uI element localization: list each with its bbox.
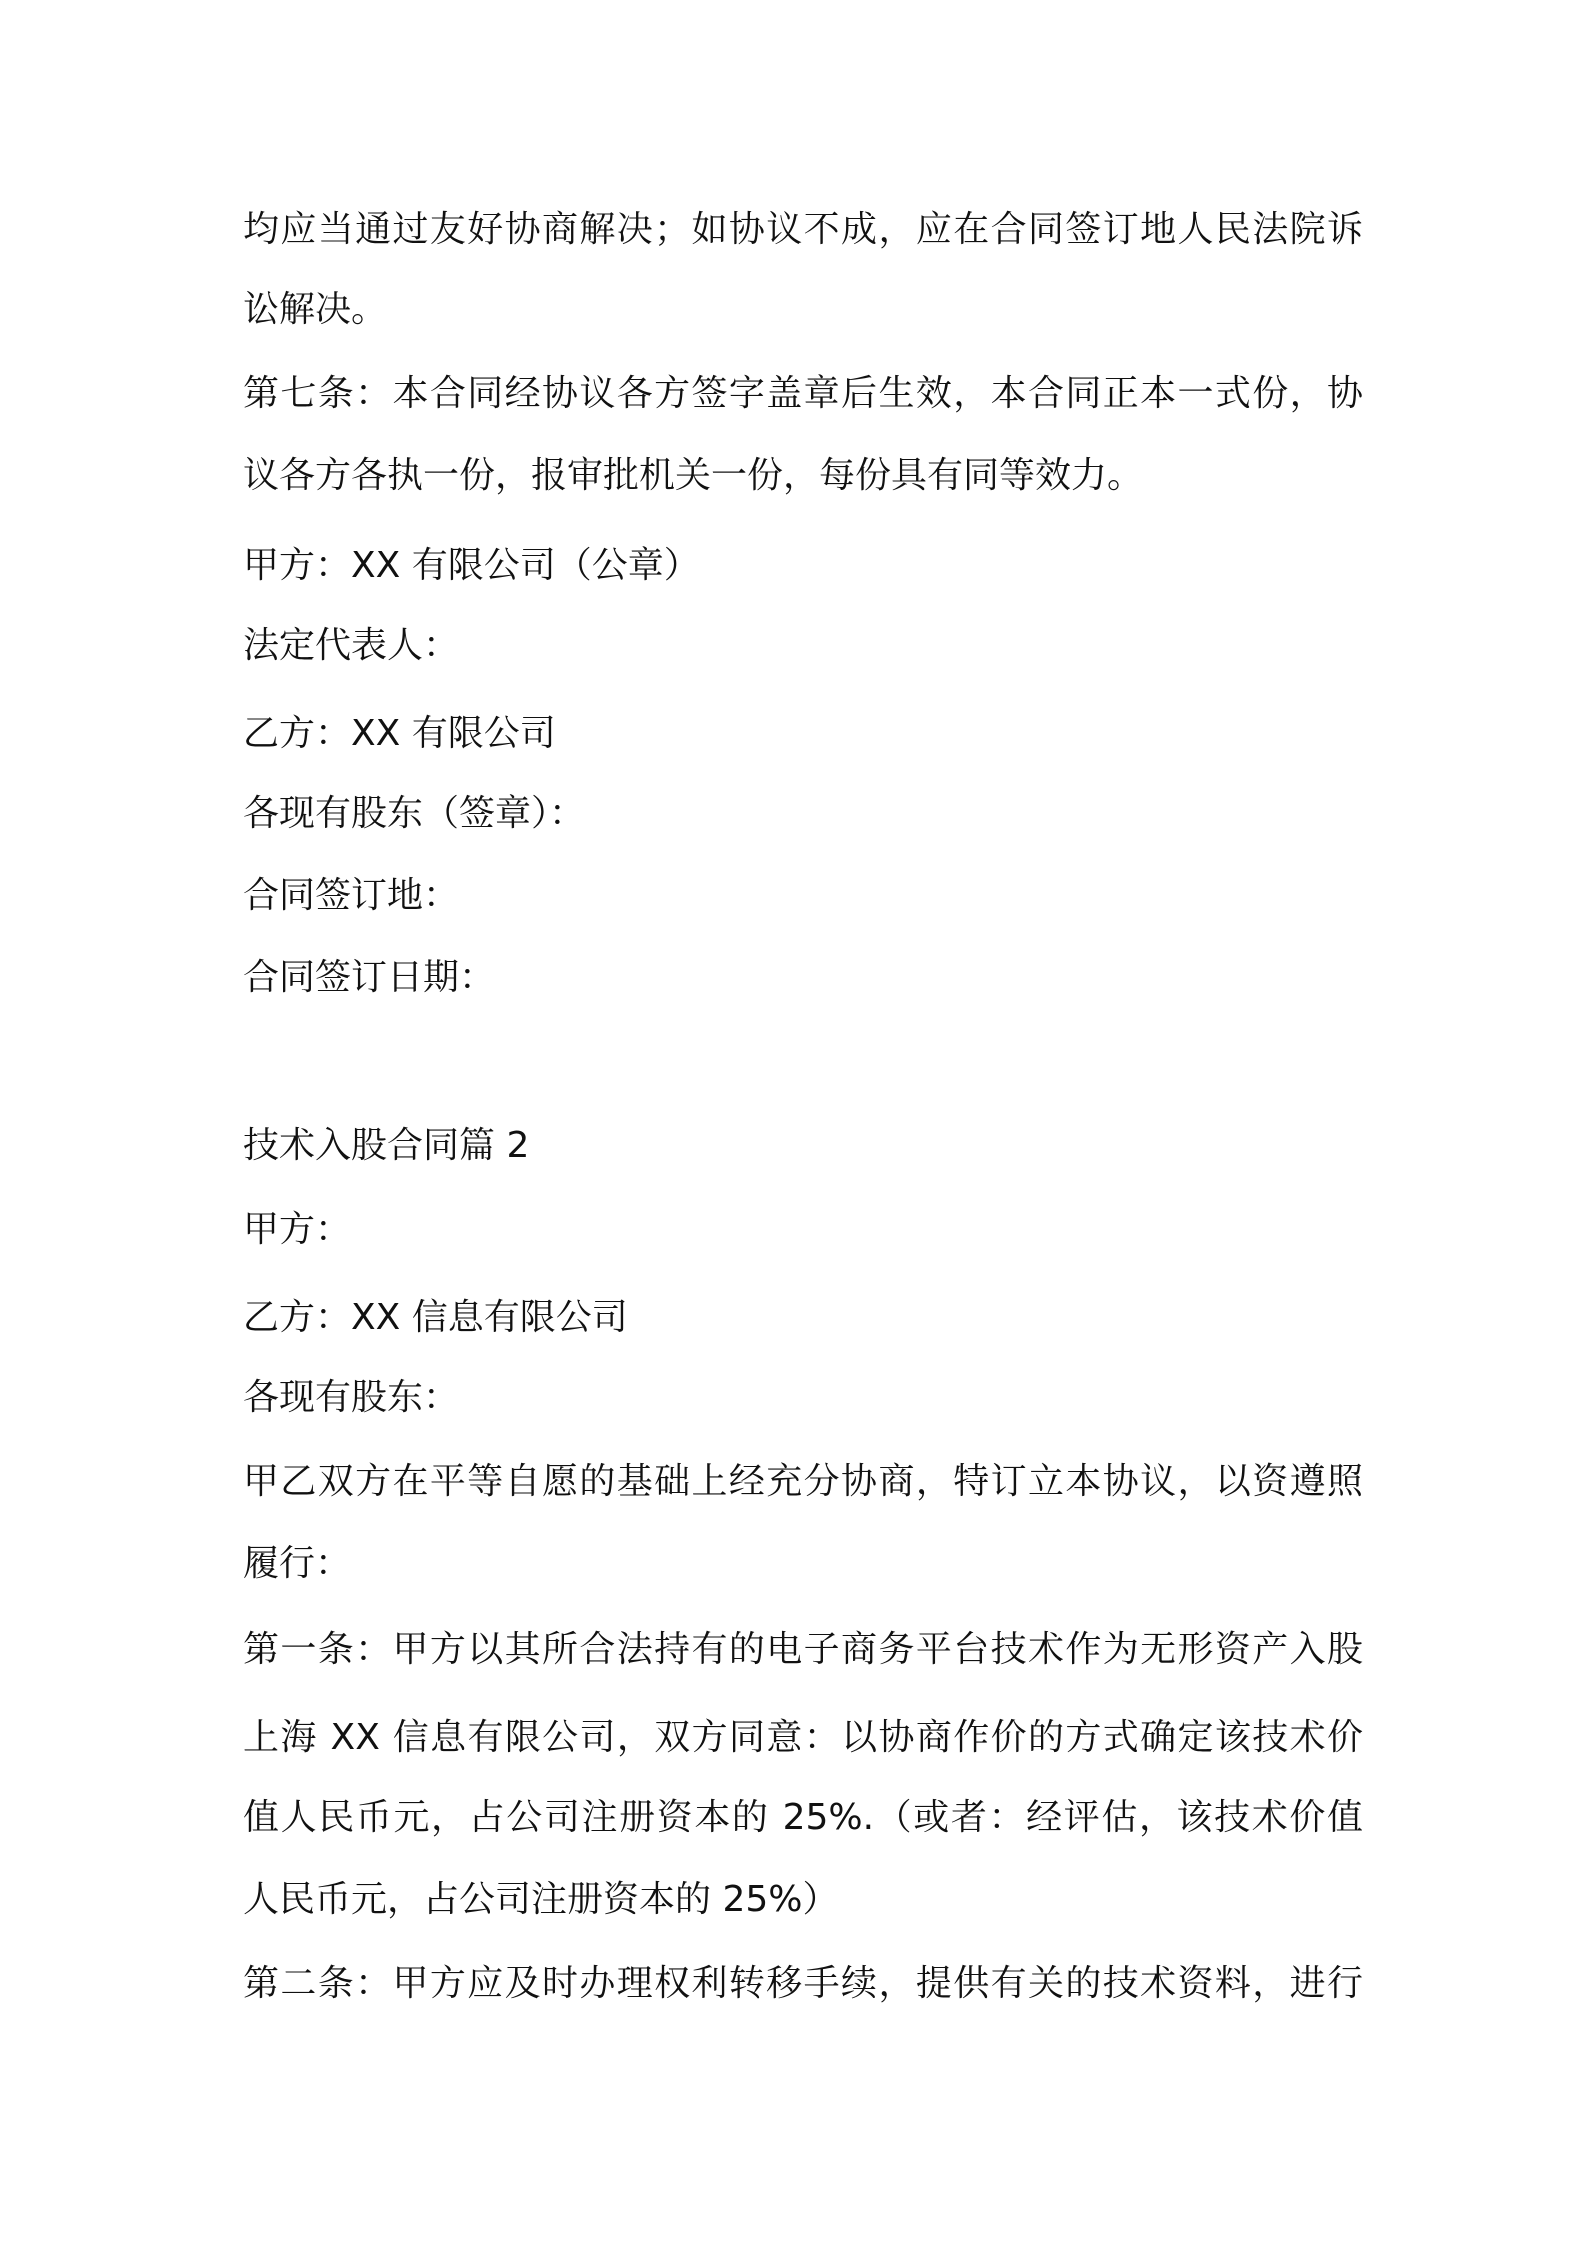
text-line-litigation: 讼解决。 [243,289,388,330]
text-line-preamble: 甲乙双方在平等自愿的基础上经充分协商，特订立本协议，以资遵照 [243,1461,1363,1502]
text-line-article-1-cont-2: 值人民币元，占公司注册资本的 25%.（或者：经评估，该技术价值 [243,1797,1363,1838]
text-line-party-b: 乙方：XX 有限公司 [243,713,556,754]
text-line-party-a: 甲方： [243,1209,352,1250]
text-line-article-7-cont: 议各方各执一份，报审批机关一份，每份具有同等效力。 [243,455,1144,496]
text-line-party-b-info: 乙方：XX 信息有限公司 [243,1297,628,1338]
text-line-legal-representative: 法定代表人： [243,625,460,666]
text-line-dispute-resolution: 均应当通过友好协商解决；如协议不成，应在合同签订地人民法院诉 [243,209,1363,250]
section-title: 技术入股合同篇 2 [243,1125,530,1166]
text-line-article-1: 第一条：甲方以其所合法持有的电子商务平台技术作为无形资产入股 [243,1629,1363,1670]
text-line-article-2: 第二条：甲方应及时办理权利转移手续，提供有关的技术资料，进行 [243,1963,1363,2004]
text-line-preamble-cont: 履行： [243,1543,352,1584]
text-line-article-1-cont-1: 上海 XX 信息有限公司，双方同意：以协商作价的方式确定该技术价 [243,1717,1363,1758]
text-line-article-1-cont-3: 人民币元，占公司注册资本的 25%） [243,1879,839,1920]
text-line-shareholders-signature: 各现有股东（签章）： [243,793,586,834]
text-line-article-7: 第七条：本合同经协议各方签字盖章后生效，本合同正本一式份，协 [243,373,1363,414]
text-line-party-a-seal: 甲方：XX 有限公司（公章） [243,545,700,586]
text-line-existing-shareholders: 各现有股东： [243,1377,460,1418]
text-line-signing-date: 合同签订日期： [243,957,496,998]
text-line-signing-place: 合同签订地： [243,875,460,916]
